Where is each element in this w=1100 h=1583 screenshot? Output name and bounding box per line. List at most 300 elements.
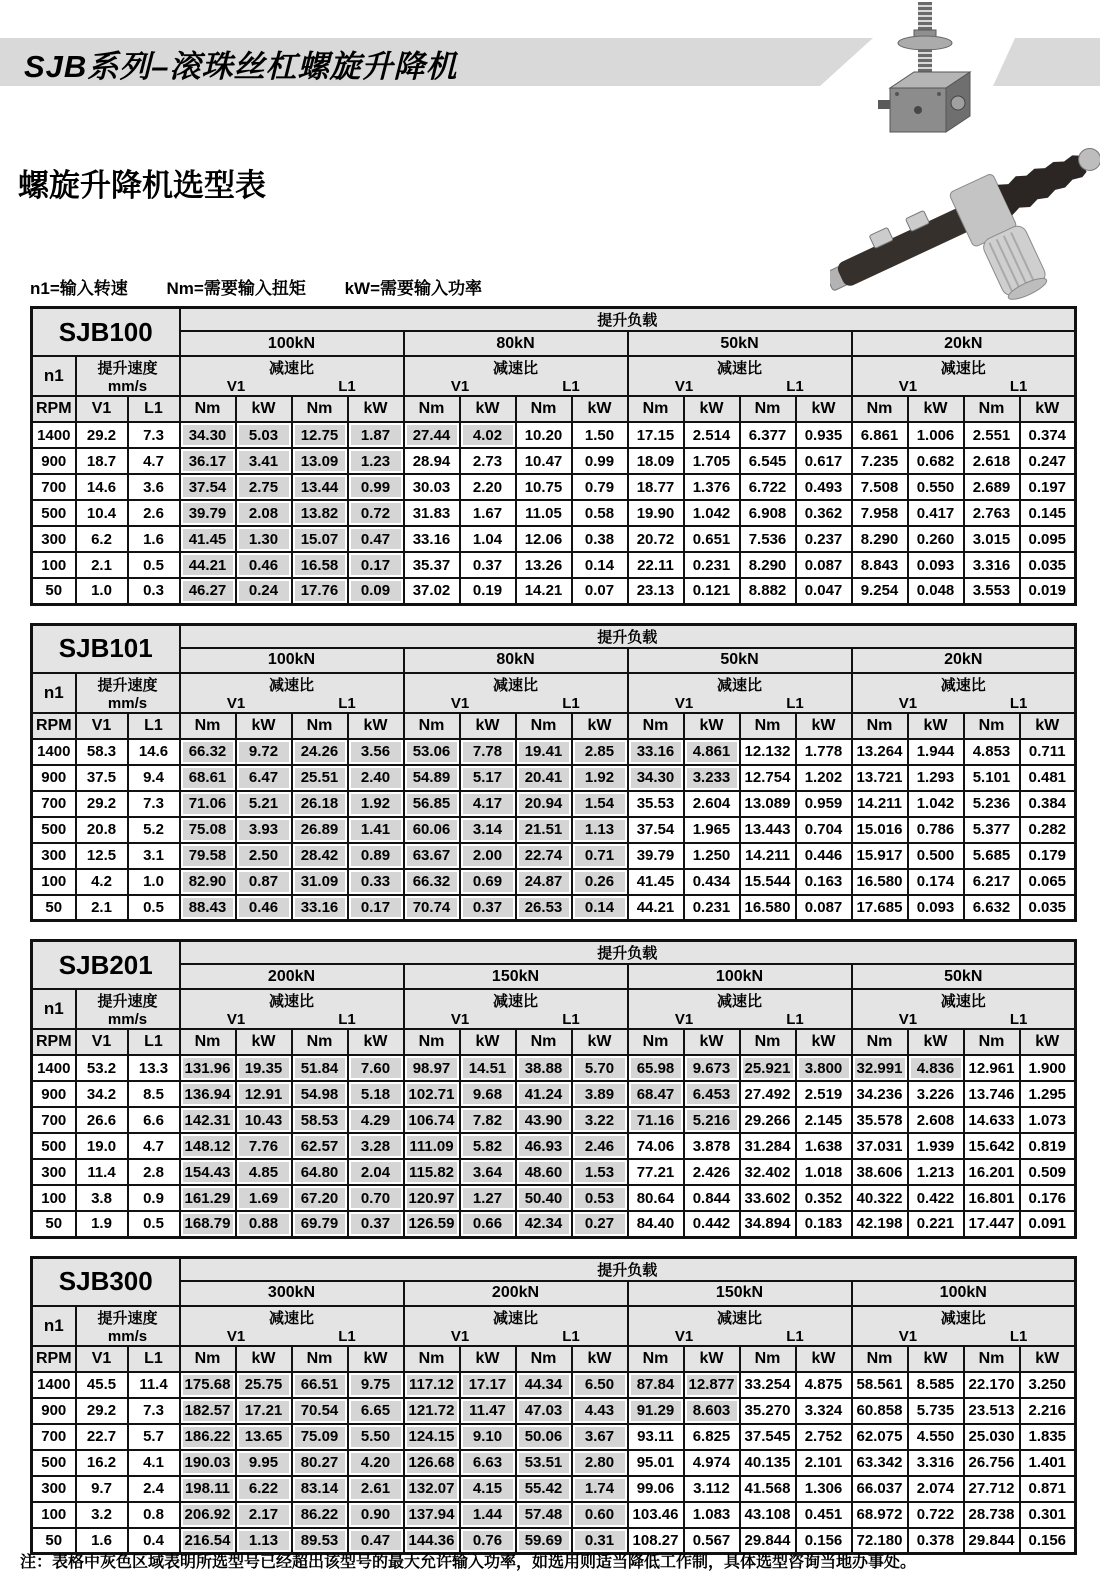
table-row-rpm-900 [32, 448, 1076, 474]
kw-unit-header: kW [460, 396, 516, 422]
table-row-rpm-100 [32, 1502, 1076, 1528]
v1-nm-value: 161.29 [180, 1185, 236, 1211]
v1-kw-value: 0.500 [908, 843, 964, 869]
nm-unit-header: Nm [852, 1029, 908, 1055]
l1-nm-value: 29.266 [740, 1107, 796, 1133]
nm-unit-header: Nm [180, 396, 236, 422]
l1-nm-value: 5.236 [964, 791, 1020, 817]
rpm-value: 900 [32, 1398, 76, 1424]
v1-nm-value: 98.97 [404, 1055, 460, 1081]
l1-nm-value: 12.06 [516, 526, 572, 552]
v1-nm-value: 70.74 [404, 895, 460, 921]
v1-kw-value: 19.35 [236, 1055, 292, 1081]
kw-unit-header: kW [348, 396, 404, 422]
v1-kw-value: 0.567 [684, 1528, 740, 1554]
table-row-rpm-300 [32, 526, 1076, 552]
v1-nm-value: 117.12 [404, 1372, 460, 1398]
l1-kw-value: 0.704 [796, 817, 852, 843]
speed-l1-value: 2.6 [128, 500, 180, 526]
rpm-value: 700 [32, 474, 76, 500]
nm-unit-header: Nm [628, 1346, 684, 1372]
kw-unit-header: kW [1020, 396, 1076, 422]
v1-nm-value: 87.84 [628, 1372, 684, 1398]
v1-nm-value: 54.89 [404, 765, 460, 791]
rpm-value: 900 [32, 448, 76, 474]
v1-kw-value: 9.95 [236, 1450, 292, 1476]
l1-kw-value: 3.250 [1020, 1372, 1076, 1398]
speed-v1-value: 20.8 [76, 817, 128, 843]
speed-v1-value: 29.2 [76, 422, 128, 448]
v1-nm-value: 68.61 [180, 765, 236, 791]
speed-v1-value: 29.2 [76, 791, 128, 817]
l1-kw-value: 0.58 [572, 500, 628, 526]
kw-unit-header: kW [684, 396, 740, 422]
l1-nm-value: 53.51 [516, 1450, 572, 1476]
rpm-value: 1400 [32, 1055, 76, 1081]
table-row-rpm-1400 [32, 739, 1076, 765]
v1-nm-value: 79.58 [180, 843, 236, 869]
nm-unit-header: Nm [964, 396, 1020, 422]
page-title: 螺旋升降机选型表 [18, 168, 266, 203]
v1-kw-value: 10.43 [236, 1107, 292, 1133]
header-row [32, 648, 1076, 673]
l1-kw-value: 3.56 [348, 739, 404, 765]
v1-nm-value: 56.85 [404, 791, 460, 817]
table-row-rpm-100 [32, 1185, 1076, 1211]
v1-kw-value: 0.422 [908, 1185, 964, 1211]
v1-kw-value: 0.69 [460, 869, 516, 895]
motorized-actuator-image [830, 129, 1100, 300]
load-value: 100kN [180, 648, 404, 673]
l1-kw-value: 0.37 [348, 1211, 404, 1237]
l1-nm-value: 42.34 [516, 1211, 572, 1237]
table-row-rpm-300 [32, 1476, 1076, 1502]
rpm-value: 700 [32, 1424, 76, 1450]
speed-l1-value: 0.8 [128, 1502, 180, 1528]
l1-kw-value: 0.07 [572, 578, 628, 604]
kw-unit-header: kW [684, 1346, 740, 1372]
l1-kw-value: 0.09 [348, 578, 404, 604]
v1-kw-value: 7.78 [460, 739, 516, 765]
l1-nm-value: 32.402 [740, 1159, 796, 1185]
l1-kw-value: 0.493 [796, 474, 852, 500]
l1-nm-value: 22.74 [516, 843, 572, 869]
v1-nm-value: 33.16 [628, 739, 684, 765]
speed-v1-value: 11.4 [76, 1159, 128, 1185]
v1-kw-value: 0.048 [908, 578, 964, 604]
l1-kw-value: 9.75 [348, 1372, 404, 1398]
l1-kw-value: 0.33 [348, 869, 404, 895]
l1-kw-value: 3.22 [572, 1107, 628, 1133]
rpm-value: 100 [32, 552, 76, 578]
header-row [32, 989, 1076, 1029]
v1-kw-value: 0.46 [236, 552, 292, 578]
load-header: 提升负载 [180, 941, 1076, 965]
v1-kw-value: 3.316 [908, 1450, 964, 1476]
l1-nm-value: 6.632 [964, 895, 1020, 921]
nm-unit-header: Nm [292, 1029, 348, 1055]
speed-header: 提升速度 mm/s [76, 1306, 180, 1346]
speed-l1-value: 3.1 [128, 843, 180, 869]
l1-kw-value: 1.900 [1020, 1055, 1076, 1081]
speed-v1-value: 1.9 [76, 1211, 128, 1237]
header-row [32, 308, 1076, 332]
l1-kw-value: 0.38 [572, 526, 628, 552]
v1-nm-value: 186.22 [180, 1424, 236, 1450]
nm-unit-header: Nm [628, 396, 684, 422]
v1-nm-value: 6.861 [852, 422, 908, 448]
l1-kw-value: 0.89 [348, 843, 404, 869]
kw-unit-header: kW [684, 713, 740, 739]
speed-v1-value: 58.3 [76, 739, 128, 765]
l1-kw-value: 0.047 [796, 578, 852, 604]
v1-nm-value: 13.264 [852, 739, 908, 765]
speed-l1-value: 7.3 [128, 1398, 180, 1424]
speed-header: 提升速度 mm/s [76, 673, 180, 713]
l1-nm-value: 15.07 [292, 526, 348, 552]
l1-nm-value: 26.89 [292, 817, 348, 843]
v1-nm-value: 7.958 [852, 500, 908, 526]
nm-unit-header: Nm [292, 396, 348, 422]
v1-kw-value: 3.878 [684, 1133, 740, 1159]
nm-unit-header: Nm [292, 1346, 348, 1372]
speed-l1-value: 7.3 [128, 791, 180, 817]
v1-nm-value: 33.16 [404, 526, 460, 552]
v1-nm-value: 84.40 [628, 1211, 684, 1237]
nm-unit-header: Nm [852, 713, 908, 739]
speed-l1-value: 7.3 [128, 422, 180, 448]
v1-nm-value: 16.580 [852, 869, 908, 895]
l1-nm-value: 12.132 [740, 739, 796, 765]
model-name: SJB100 [32, 308, 180, 357]
l1-nm-value: 13.44 [292, 474, 348, 500]
footnote: 注：表格中灰色区域表明所选型号已经超出该型号的最大允许输入功率，如选用则适当降低工作制，具体选型咨询当地办事处。 [20, 1554, 917, 1571]
nm-unit-header: Nm [180, 713, 236, 739]
rpm-value: 500 [32, 817, 76, 843]
l1-nm-value: 55.42 [516, 1476, 572, 1502]
nm-unit-header: Nm [740, 713, 796, 739]
table-row-rpm-1400 [32, 1055, 1076, 1081]
speed-header: 提升速度 mm/s [76, 989, 180, 1029]
l1-kw-value: 5.18 [348, 1081, 404, 1107]
v1-kw-value: 1.04 [460, 526, 516, 552]
nm-unit-header: Nm [404, 713, 460, 739]
v1-kw-value: 2.20 [460, 474, 516, 500]
rpm-value: 700 [32, 791, 76, 817]
v1-kw-value: 0.651 [684, 526, 740, 552]
table-wrap-sjb101 [30, 623, 1077, 923]
v1-nm-value: 99.06 [628, 1476, 684, 1502]
l1-nm-value: 14.633 [964, 1107, 1020, 1133]
table-row-rpm-900 [32, 1398, 1076, 1424]
l1-kw-value: 1.54 [572, 791, 628, 817]
v1-nm-value: 39.79 [628, 843, 684, 869]
table-row-rpm-500 [32, 1450, 1076, 1476]
l1-kw-value: 1.073 [1020, 1107, 1076, 1133]
l1-kw-value: 7.60 [348, 1055, 404, 1081]
l1-kw-value: 0.90 [348, 1502, 404, 1528]
l1-kw-value: 0.47 [348, 1528, 404, 1554]
screw-jack-image [878, 2, 970, 132]
l1-kw-value: 1.92 [572, 765, 628, 791]
v1-kw-value: 0.093 [908, 895, 964, 921]
l1-nm-value: 41.568 [740, 1476, 796, 1502]
legend-kw: kW=需要输入功率 [344, 279, 483, 298]
kw-unit-header: kW [908, 396, 964, 422]
v1-nm-value: 68.972 [852, 1502, 908, 1528]
v1-kw-value: 2.17 [236, 1502, 292, 1528]
v1-kw-value: 6.63 [460, 1450, 516, 1476]
speed-l1-value: 5.7 [128, 1424, 180, 1450]
load-value: 20kN [852, 648, 1076, 673]
v1-kw-value: 0.417 [908, 500, 964, 526]
nm-unit-header: Nm [852, 396, 908, 422]
kw-unit-header: kW [236, 1029, 292, 1055]
header-row [32, 1257, 1076, 1281]
v1-nm-value: 63.67 [404, 843, 460, 869]
v1-kw-value: 1.27 [460, 1185, 516, 1211]
l1-kw-value: 0.087 [796, 895, 852, 921]
l1-kw-value: 2.40 [348, 765, 404, 791]
l1-nm-value: 6.722 [740, 474, 796, 500]
l1-kw-value: 0.247 [1020, 448, 1076, 474]
product-images [830, 0, 1100, 300]
table-row-rpm-100 [32, 869, 1076, 895]
v1-kw-value: 0.174 [908, 869, 964, 895]
speed-l1-value: 4.7 [128, 1133, 180, 1159]
v1-kw-value: 0.46 [236, 895, 292, 921]
v1-nm-value: 37.54 [628, 817, 684, 843]
l1-nm-value: 29.844 [964, 1528, 1020, 1554]
l1-kw-value: 3.324 [796, 1398, 852, 1424]
v1-nm-value: 35.37 [404, 552, 460, 578]
l1-kw-value: 2.46 [572, 1133, 628, 1159]
l1-kw-value: 0.282 [1020, 817, 1076, 843]
l1-nm-value: 26.18 [292, 791, 348, 817]
v1-kw-value: 0.19 [460, 578, 516, 604]
v1-nm-value: 62.075 [852, 1424, 908, 1450]
v1-kw-value: 1.213 [908, 1159, 964, 1185]
l1-kw-value: 0.446 [796, 843, 852, 869]
l1-nm-value: 43.90 [516, 1107, 572, 1133]
l1-nm-value: 21.51 [516, 817, 572, 843]
l1-kw-value: 0.26 [572, 869, 628, 895]
v1-nm-value: 121.72 [404, 1398, 460, 1424]
l1-nm-value: 28.738 [964, 1502, 1020, 1528]
l1-nm-value: 29.844 [740, 1528, 796, 1554]
l1-nm-value: 12.75 [292, 422, 348, 448]
v1-kw-value: 0.121 [684, 578, 740, 604]
v1-nm-value: 91.29 [628, 1398, 684, 1424]
table-row-rpm-700 [32, 474, 1076, 500]
l1-nm-value: 67.20 [292, 1185, 348, 1211]
load-value: 50kN [852, 964, 1076, 989]
v1-nm-value: 68.47 [628, 1081, 684, 1107]
header-row [32, 356, 1076, 396]
v1-kw-value: 4.15 [460, 1476, 516, 1502]
l1-nm-value: 31.09 [292, 869, 348, 895]
v1-kw-value: 11.47 [460, 1398, 516, 1424]
l1-nm-value: 15.642 [964, 1133, 1020, 1159]
l1-kw-value: 6.50 [572, 1372, 628, 1398]
l1-nm-value: 25.921 [740, 1055, 796, 1081]
l1-nm-value: 8.882 [740, 578, 796, 604]
v1-kw-value: 0.37 [460, 552, 516, 578]
l1-speed-header: L1 [128, 713, 180, 739]
v1-kw-value: 1.705 [684, 448, 740, 474]
l1-nm-value: 37.545 [740, 1424, 796, 1450]
l1-nm-value: 57.48 [516, 1502, 572, 1528]
v1-speed-header: V1 [76, 1346, 128, 1372]
v1-nm-value: 39.79 [180, 500, 236, 526]
v1-nm-value: 198.11 [180, 1476, 236, 1502]
legend [30, 274, 516, 299]
v1-nm-value: 15.917 [852, 843, 908, 869]
l1-kw-value: 2.61 [348, 1476, 404, 1502]
ratio-header: 减速比 V1 L1 [852, 1306, 1076, 1346]
speed-v1-value: 53.2 [76, 1055, 128, 1081]
header-row [32, 624, 1076, 648]
header-row [32, 964, 1076, 989]
v1-nm-value: 9.254 [852, 578, 908, 604]
speed-v1-value: 18.7 [76, 448, 128, 474]
n1-header: n1 [32, 673, 76, 713]
v1-nm-value: 216.54 [180, 1528, 236, 1554]
l1-nm-value: 23.513 [964, 1398, 1020, 1424]
v1-nm-value: 71.06 [180, 791, 236, 817]
v1-nm-value: 20.72 [628, 526, 684, 552]
table-wrap-sjb201 [30, 939, 1077, 1239]
l1-nm-value: 5.685 [964, 843, 1020, 869]
legend-n1: n1=输入转速 [30, 279, 128, 298]
table-wrap-sjb300 [30, 1256, 1077, 1556]
l1-nm-value: 5.377 [964, 817, 1020, 843]
v1-nm-value: 37.02 [404, 578, 460, 604]
l1-nm-value: 16.801 [964, 1185, 1020, 1211]
l1-kw-value: 0.095 [1020, 526, 1076, 552]
v1-nm-value: 88.43 [180, 895, 236, 921]
table-row-rpm-1400 [32, 1372, 1076, 1398]
v1-nm-value: 115.82 [404, 1159, 460, 1185]
kw-unit-header: kW [236, 396, 292, 422]
ratio-header: 减速比 V1 L1 [404, 673, 628, 713]
v1-nm-value: 95.01 [628, 1450, 684, 1476]
l1-kw-value: 0.145 [1020, 500, 1076, 526]
rpm-value: 1400 [32, 422, 76, 448]
v1-kw-value: 1.13 [236, 1528, 292, 1554]
l1-kw-value: 1.41 [348, 817, 404, 843]
l1-kw-value: 0.959 [796, 791, 852, 817]
l1-kw-value: 0.53 [572, 1185, 628, 1211]
l1-nm-value: 80.27 [292, 1450, 348, 1476]
load-value: 80kN [404, 648, 628, 673]
speed-l1-value: 4.1 [128, 1450, 180, 1476]
v1-nm-value: 46.27 [180, 578, 236, 604]
selection-tables [30, 306, 1077, 1572]
speed-v1-value: 3.2 [76, 1502, 128, 1528]
l1-nm-value: 12.961 [964, 1055, 1020, 1081]
ratio-header: 减速比 V1 L1 [628, 673, 852, 713]
v1-kw-value: 1.376 [684, 474, 740, 500]
v1-kw-value: 0.378 [908, 1528, 964, 1554]
speed-v1-value: 12.5 [76, 843, 128, 869]
nm-unit-header: Nm [628, 713, 684, 739]
table-row-rpm-1400 [32, 422, 1076, 448]
v1-kw-value: 1.042 [908, 791, 964, 817]
l1-kw-value: 0.481 [1020, 765, 1076, 791]
kw-unit-header: kW [796, 396, 852, 422]
v1-kw-value: 3.112 [684, 1476, 740, 1502]
legend-nm: Nm=需要输入扭矩 [166, 279, 306, 298]
l1-kw-value: 0.065 [1020, 869, 1076, 895]
l1-nm-value: 13.089 [740, 791, 796, 817]
n1-header: n1 [32, 989, 76, 1029]
l1-nm-value: 16.580 [740, 895, 796, 921]
l1-nm-value: 44.34 [516, 1372, 572, 1398]
v1-nm-value: 126.59 [404, 1211, 460, 1237]
kw-unit-header: kW [1020, 1346, 1076, 1372]
v1-nm-value: 34.30 [628, 765, 684, 791]
l1-kw-value: 0.451 [796, 1502, 852, 1528]
v1-kw-value: 2.514 [684, 422, 740, 448]
speed-v1-value: 3.8 [76, 1185, 128, 1211]
v1-nm-value: 132.07 [404, 1476, 460, 1502]
l1-kw-value: 1.202 [796, 765, 852, 791]
selection-table-sjb201 [30, 939, 1077, 1239]
v1-kw-value: 2.00 [460, 843, 516, 869]
speed-v1-value: 22.7 [76, 1424, 128, 1450]
l1-nm-value: 3.553 [964, 578, 1020, 604]
l1-kw-value: 1.018 [796, 1159, 852, 1185]
l1-kw-value: 0.70 [348, 1185, 404, 1211]
v1-nm-value: 111.09 [404, 1133, 460, 1159]
l1-nm-value: 19.41 [516, 739, 572, 765]
v1-kw-value: 2.08 [236, 500, 292, 526]
l1-kw-value: 0.035 [1020, 895, 1076, 921]
nm-unit-header: Nm [516, 713, 572, 739]
table-wrap-sjb100 [30, 306, 1077, 606]
l1-nm-value: 3.316 [964, 552, 1020, 578]
l1-kw-value: 0.362 [796, 500, 852, 526]
v1-nm-value: 77.21 [628, 1159, 684, 1185]
l1-nm-value: 25.51 [292, 765, 348, 791]
rpm-value: 100 [32, 1502, 76, 1528]
rpm-value: 500 [32, 1133, 76, 1159]
v1-nm-value: 22.11 [628, 552, 684, 578]
v1-nm-value: 14.211 [852, 791, 908, 817]
v1-kw-value: 1.083 [684, 1502, 740, 1528]
v1-kw-value: 1.293 [908, 765, 964, 791]
l1-nm-value: 26.53 [516, 895, 572, 921]
l1-kw-value: 1.401 [1020, 1450, 1076, 1476]
v1-kw-value: 0.722 [908, 1502, 964, 1528]
v1-kw-value: 2.75 [236, 474, 292, 500]
load-value: 100kN [852, 1281, 1076, 1306]
l1-nm-value: 6.908 [740, 500, 796, 526]
header-row [32, 1346, 1076, 1372]
v1-nm-value: 7.508 [852, 474, 908, 500]
l1-kw-value: 5.50 [348, 1424, 404, 1450]
speed-l1-value: 0.4 [128, 1528, 180, 1554]
l1-kw-value: 0.087 [796, 552, 852, 578]
load-value: 50kN [628, 648, 852, 673]
rpm-value: 1400 [32, 739, 76, 765]
l1-kw-value: 0.31 [572, 1528, 628, 1554]
v1-nm-value: 148.12 [180, 1133, 236, 1159]
l1-kw-value: 1.53 [572, 1159, 628, 1185]
l1-kw-value: 0.179 [1020, 843, 1076, 869]
header-row [32, 941, 1076, 965]
